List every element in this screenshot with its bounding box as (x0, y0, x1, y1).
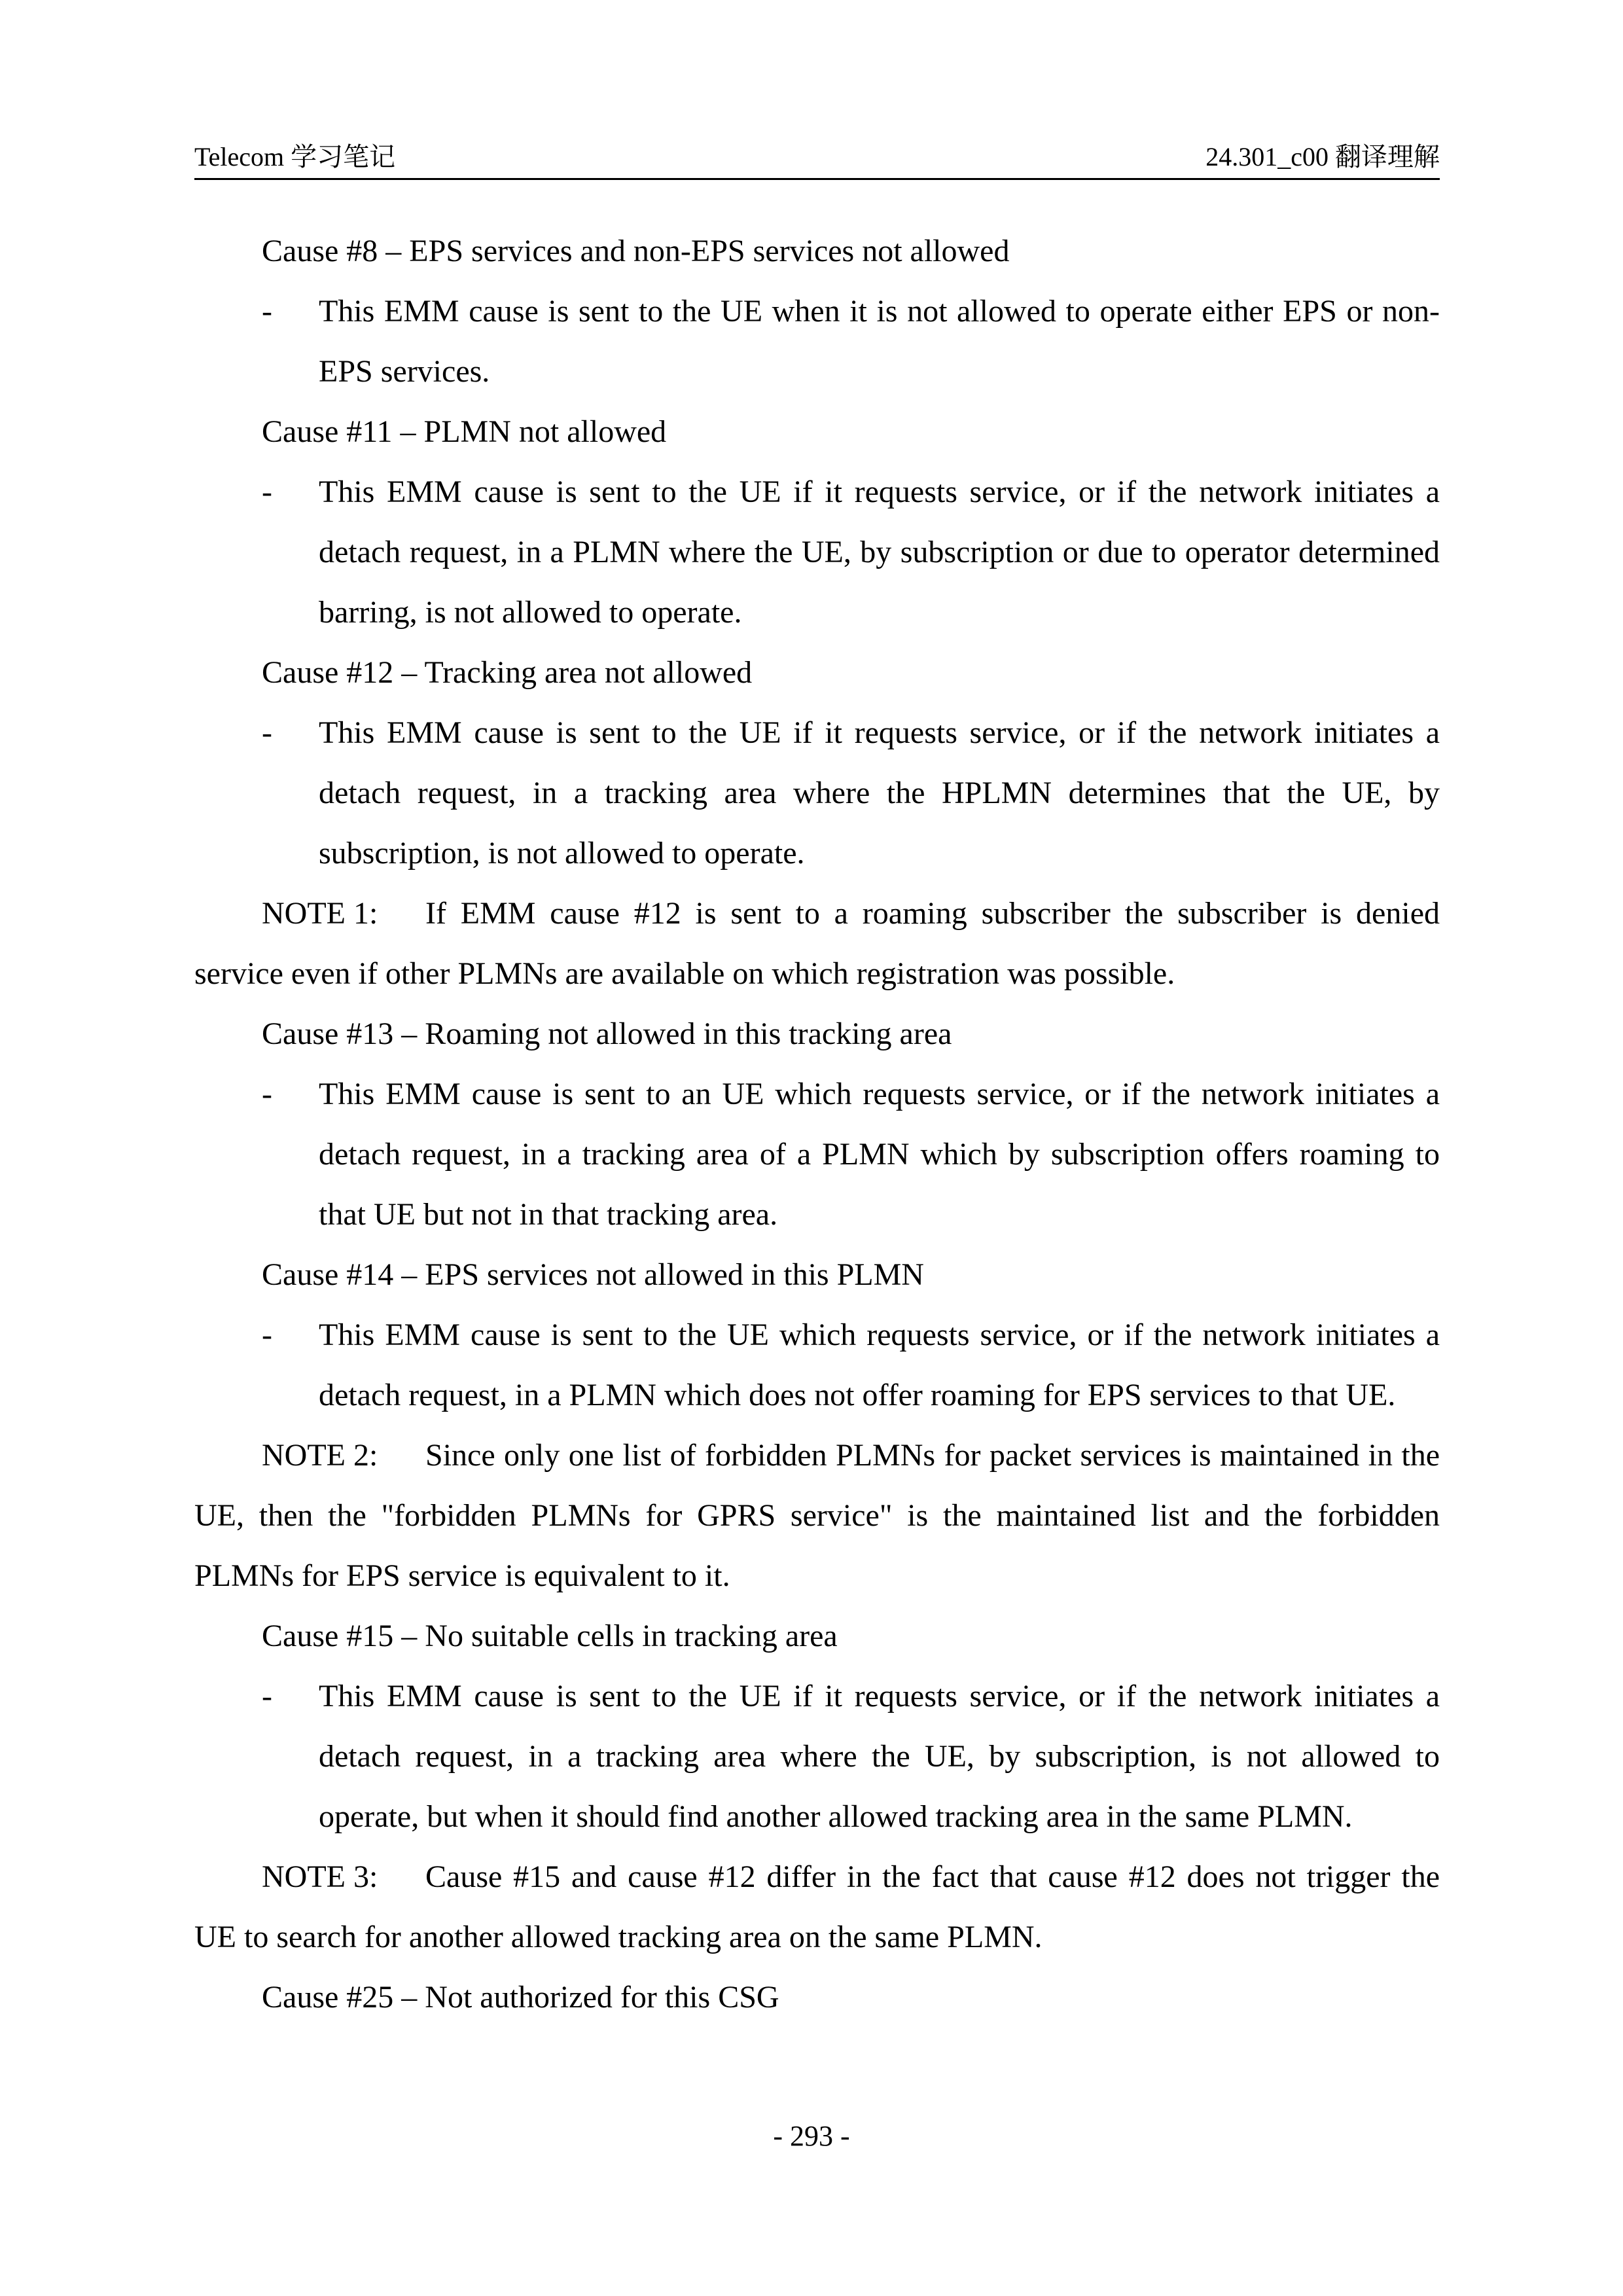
page-body (194, 221, 1440, 2028)
bullet-text: This EMM cause is sent to the UE if it requests service, or if the network initiates a detach request, in a tracking area where the HPLMN determines that the UE, by subscription, is not allowed to operate. (319, 715, 1440, 870)
note-text: Cause #15 and cause #12 differ in the fact that cause #12 does not trigger the UE to search for another allowed tracking area on the same PLMN. (194, 1859, 1440, 1954)
cause-12-heading: Cause #12 – Tracking area not allowed (262, 655, 753, 690)
note-3 (194, 1847, 1440, 1967)
bullet-text: This EMM cause is sent to the UE when it is not allowed to operate either EPS or non-EPS services. (319, 294, 1440, 389)
cause-12-description (194, 703, 1440, 884)
bullet-text: This EMM cause is sent to an UE which requests service, or if the network initiates a detach request, in a tracking area of a PLMN which by subscription offers roaming to that UE but not in that tracking area. (319, 1077, 1440, 1232)
cause-14-heading: Cause #14 – EPS services not allowed in this PLMN (262, 1257, 924, 1292)
note-label: NOTE 3: (262, 1859, 378, 1894)
bullet-dash: - (262, 1679, 272, 1713)
bullet-dash: - (262, 715, 272, 750)
cause-8-description (194, 281, 1440, 402)
header-divider (194, 178, 1440, 180)
note-2 (194, 1426, 1440, 1606)
cause-11-heading: Cause #11 – PLMN not allowed (262, 414, 667, 449)
header-doc-id: 24.301_c00 翻译理解 (1205, 142, 1440, 171)
header-title: Telecom 学习笔记 (194, 142, 396, 171)
page-header (194, 131, 1440, 177)
bullet-text: This EMM cause is sent to the UE which requests service, or if the network initiates a detach request, in a PLMN which does not offer roaming for EPS services to that UE. (319, 1318, 1440, 1412)
cause-15-heading: Cause #15 – No suitable cells in tracking area (262, 1619, 838, 1653)
cause-25-heading: Cause #25 – Not authorized for this CSG (262, 1980, 779, 2015)
cause-8-heading: Cause #8 – EPS services and non-EPS services not allowed (262, 234, 1010, 268)
note-label: NOTE 2: (262, 1438, 378, 1473)
bullet-dash: - (262, 1077, 272, 1111)
bullet-text: This EMM cause is sent to the UE if it requests service, or if the network initiates a detach request, in a tracking area where the UE, by subscription, is not allowed to operate, but when it should find another allowed tracking area in the same PLMN. (319, 1679, 1440, 1834)
cause-14-description (194, 1305, 1440, 1426)
cause-13-description (194, 1064, 1440, 1245)
note-text: If EMM cause #12 is sent to a roaming subscriber the subscriber is denied service even if other PLMNs are available on which registration was possible. (194, 896, 1440, 991)
page-number: - 293 - (773, 2120, 850, 2152)
note-text: Since only one list of forbidden PLMNs for packet services is maintained in the UE, then the "forbidden PLMNs for GPRS service" is the maintained list and the forbidden PLMNs for EPS service is equivalent to it. (194, 1438, 1440, 1593)
note-label: NOTE 1: (262, 896, 378, 931)
bullet-dash: - (262, 294, 272, 329)
cause-15-description (194, 1666, 1440, 1847)
bullet-dash: - (262, 475, 272, 509)
cause-13-heading: Cause #13 – Roaming not allowed in this tracking area (262, 1016, 952, 1051)
bullet-dash: - (262, 1318, 272, 1352)
bullet-text: This EMM cause is sent to the UE if it requests service, or if the network initiates a detach request, in a PLMN where the UE, by subscription or due to operator determined barring, is not allowed to operate. (319, 475, 1440, 630)
cause-11-description (194, 462, 1440, 643)
note-1 (194, 884, 1440, 1004)
